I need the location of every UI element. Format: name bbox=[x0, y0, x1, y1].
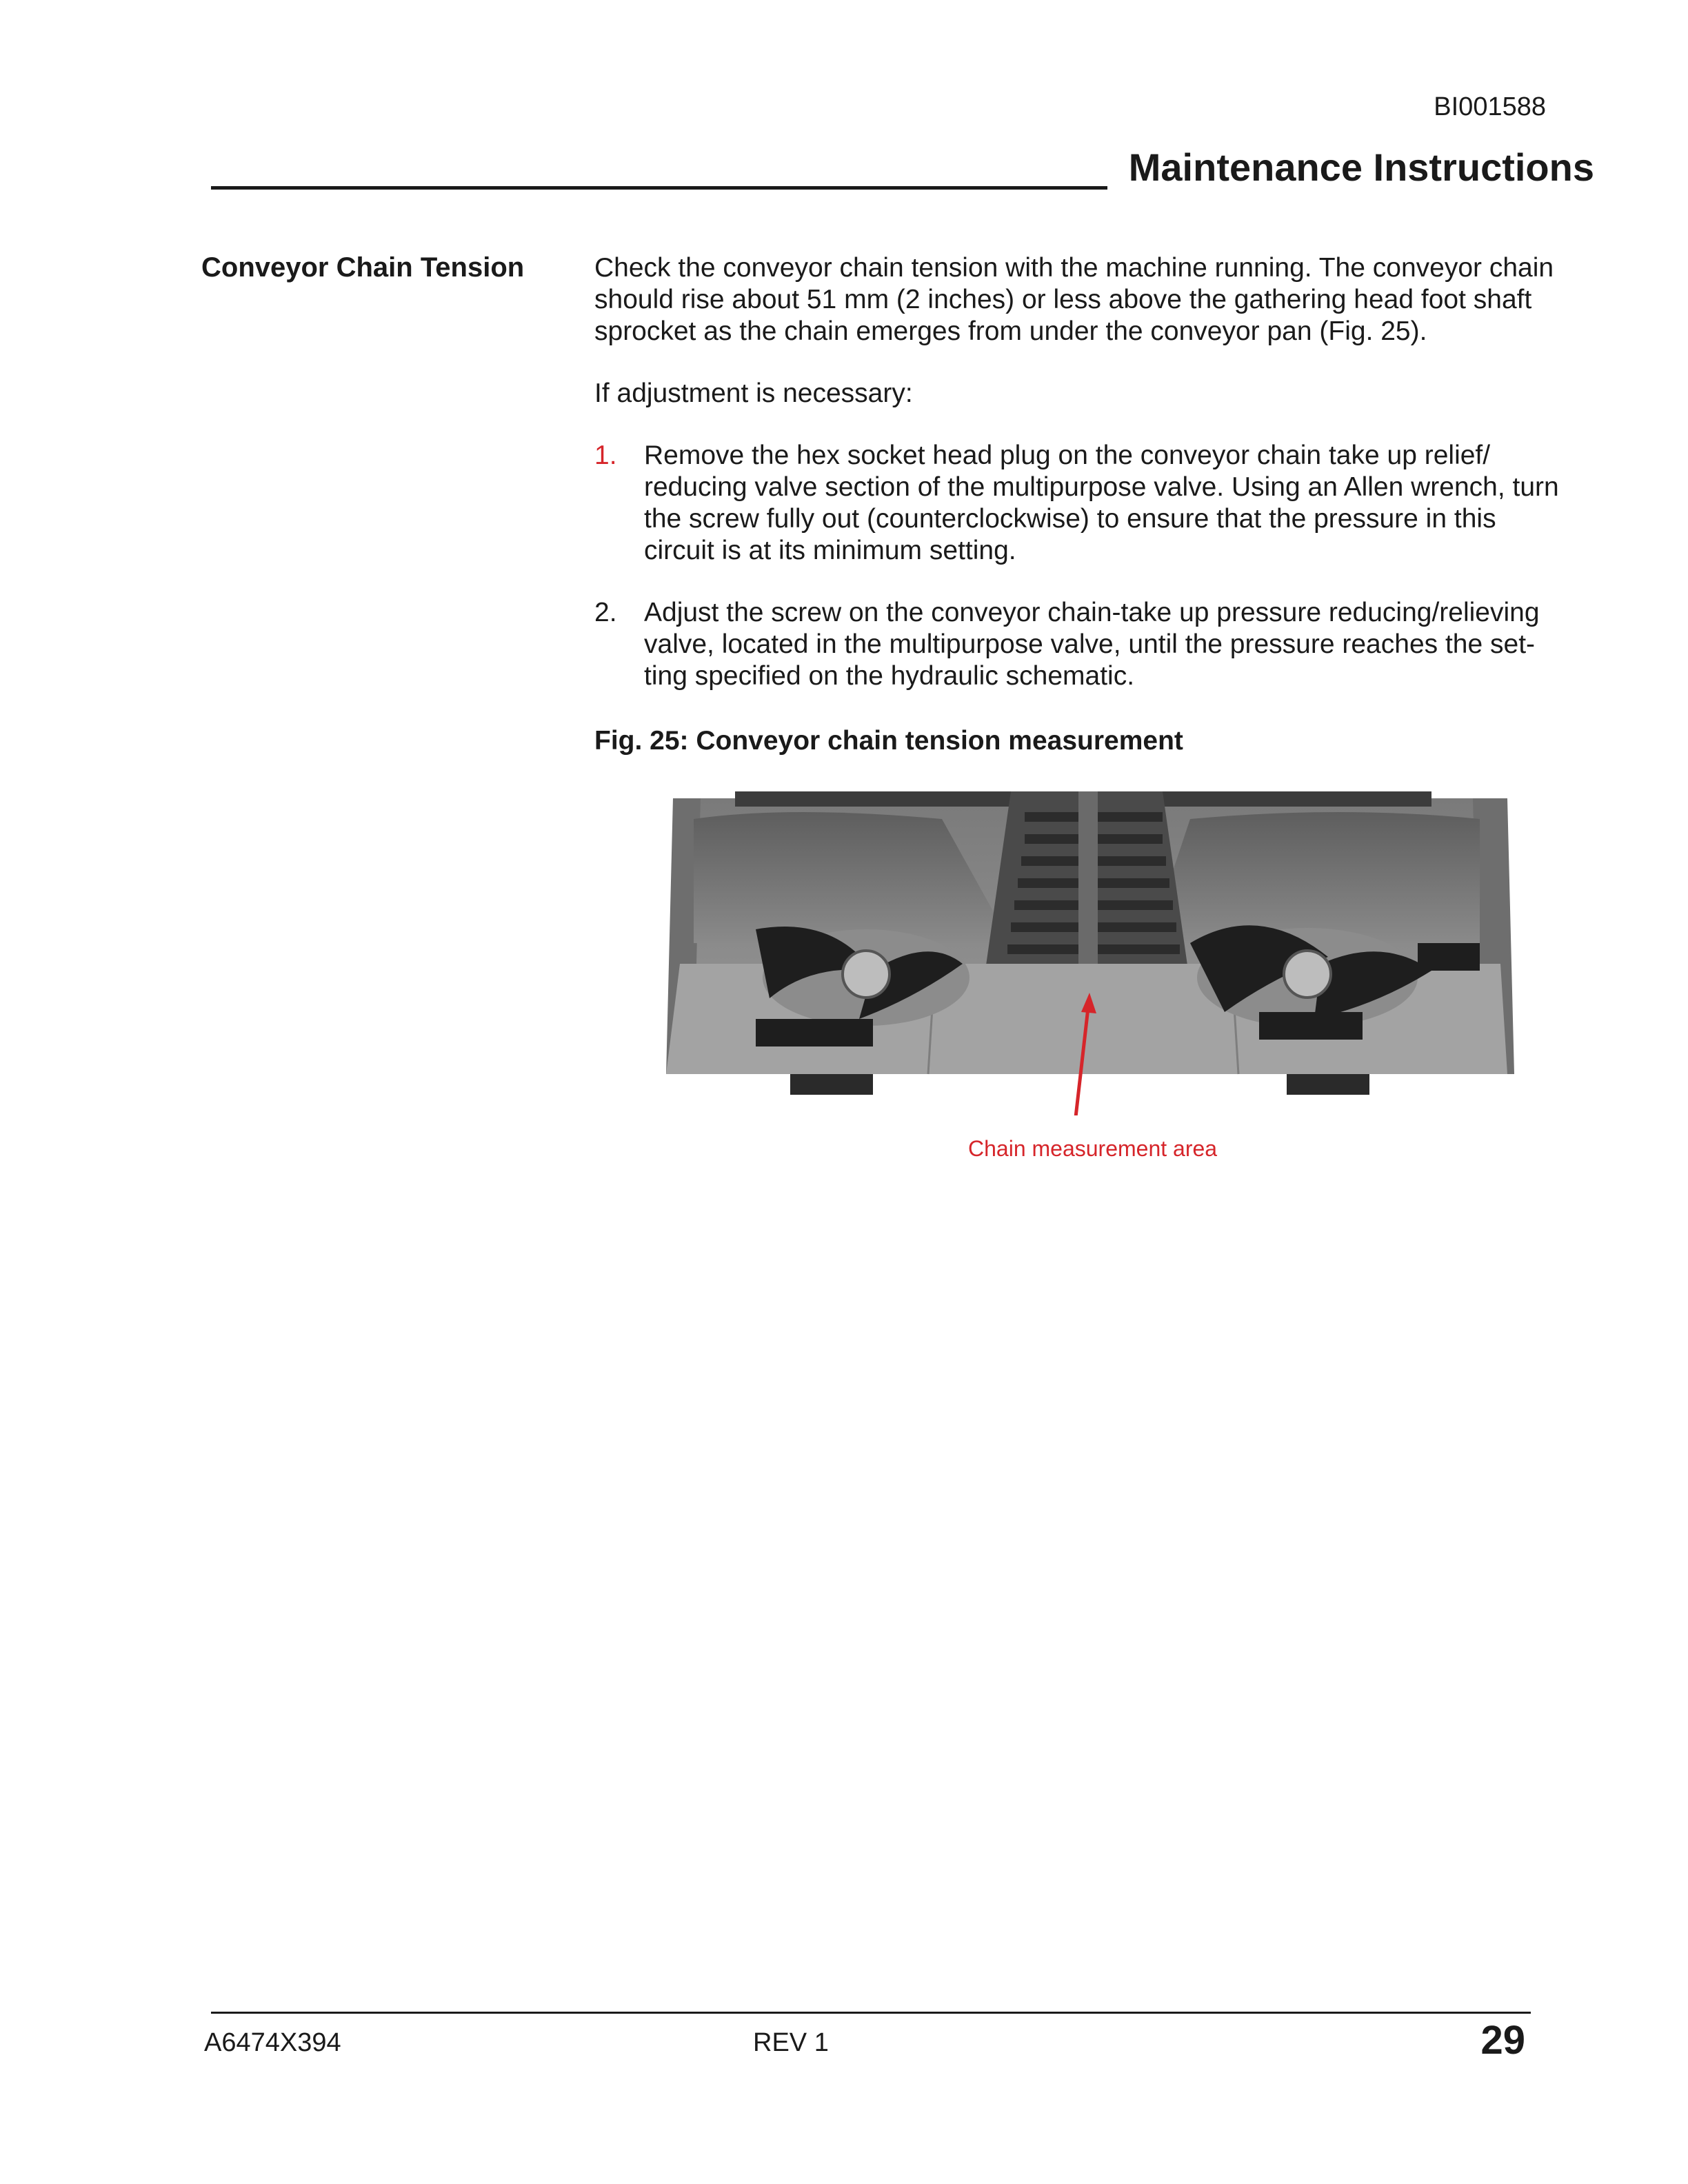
header-rule bbox=[211, 186, 1107, 190]
adjustment-note: If adjustment is necessary: bbox=[594, 378, 913, 408]
chain-measurement-label: Chain measurement area bbox=[968, 1136, 1218, 1161]
footer-rule bbox=[211, 2012, 1531, 2014]
step-1-number: 1. bbox=[594, 441, 617, 470]
step-2-number: 2. bbox=[594, 598, 617, 627]
step-1 bbox=[594, 440, 1574, 567]
page-title: Maintenance Instructions bbox=[1128, 145, 1594, 189]
revision: REV 1 bbox=[753, 2028, 829, 2057]
document-id: BI001588 bbox=[1434, 92, 1546, 121]
conveyor-figure bbox=[652, 791, 1524, 1115]
conveyor-chain bbox=[1078, 791, 1098, 991]
part-number: A6474X394 bbox=[204, 2028, 341, 2057]
step-1-text: Remove the hex socket head plug on the conveyor chain take up relief/ reducing valve section of the multipurpose valve. Using an Allen wrench, turn the screw fully out (counterclockwise) to ensure that the pressure in this circuit is at its minimum setting. bbox=[644, 441, 1559, 565]
figure-caption: Fig. 25: Conveyor chain tension measurement bbox=[594, 726, 1183, 756]
intro-paragraph: Check the conveyor chain tension with the machine running. The conveyor chain should rise about 51 mm (2 inches) or less above the gathering head foot shaft sprocket as the chain emerges from under the conveyor pan (Fig. 25). bbox=[594, 253, 1554, 346]
section-heading: Conveyor Chain Tension bbox=[201, 252, 525, 283]
page-number: 29 bbox=[1480, 2018, 1525, 2063]
step-2 bbox=[594, 597, 1574, 692]
section-body bbox=[594, 252, 1574, 757]
step-2-text: Adjust the screw on the conveyor chain-take up pressure reducing/relieving valve, located in the multipurpose valve, until the pressure reaches the set-ting specified on the hydraulic schematic. bbox=[644, 598, 1540, 691]
